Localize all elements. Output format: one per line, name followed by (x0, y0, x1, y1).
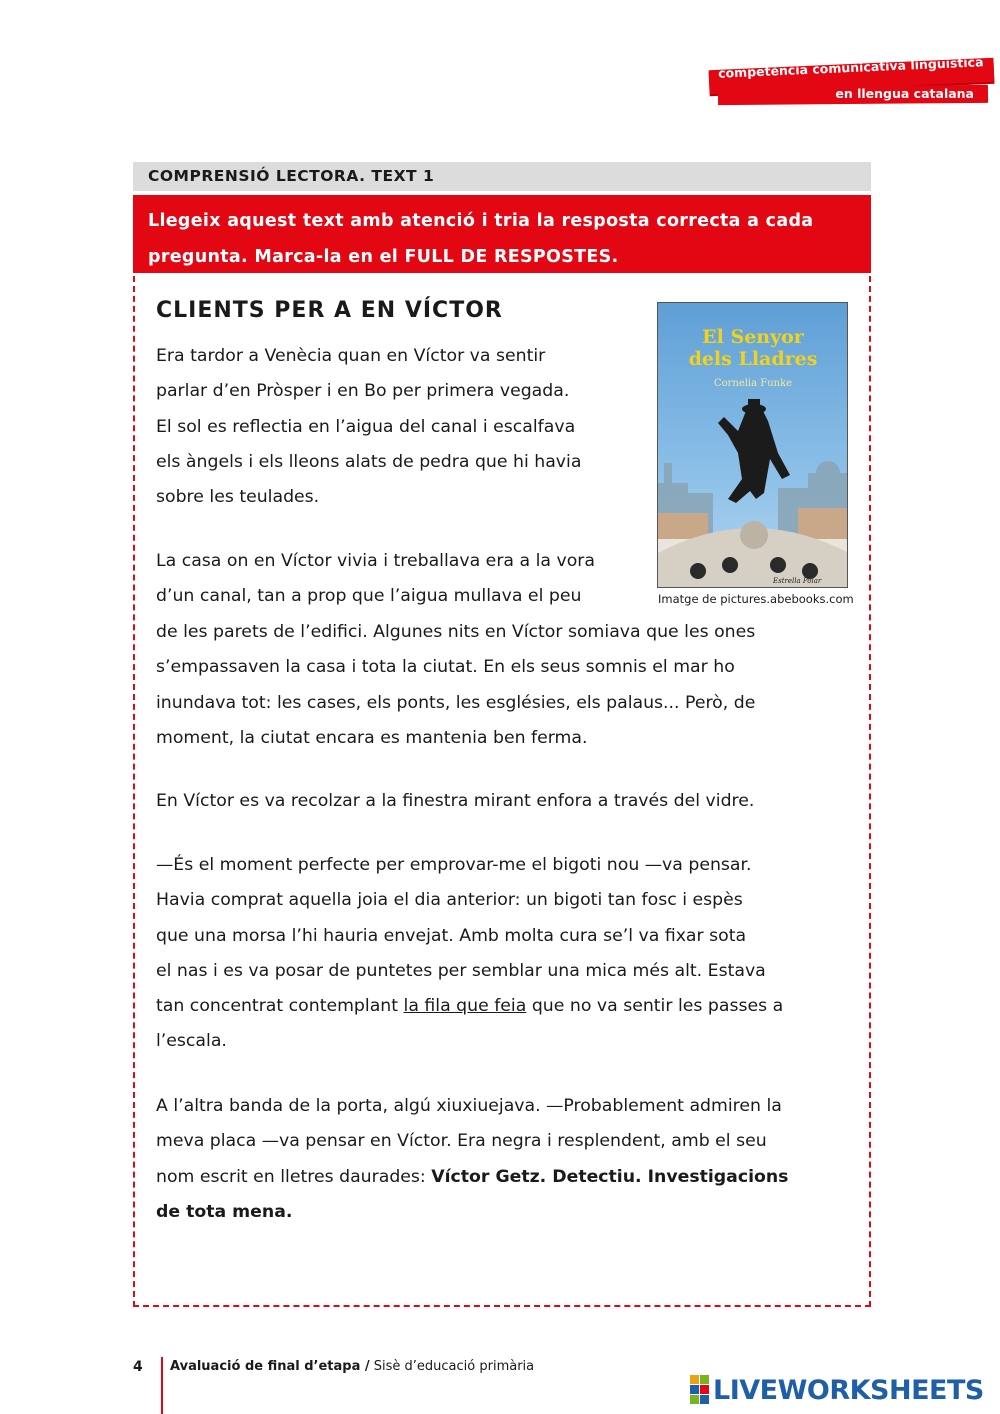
ribbon-line2: en llengua catalana (835, 86, 974, 101)
book-publisher: Estrella Polar (773, 577, 822, 585)
paragraph-5: A l’altra banda de la porta, algú xiuxiuejava. —Probablement admiren la meva placa —va pensar en Víctor. Era negra i resplendent, amb el seu nom escrit en lletres daurades: Víctor Getz. Detectiu. Investigacions de tota mena. (156, 1096, 789, 1222)
footer-title: Avaluació de final d’etapa / Sisè d’educació primària (170, 1359, 535, 1374)
paragraph-3: En Víctor es va recolzar a la finestra mirant enfora a través del vidre. (156, 791, 755, 811)
book-cover-illustration (658, 303, 848, 588)
section-label: COMPRENSIÓ LECTORA. TEXT 1 (148, 167, 435, 185)
paragraph-1: Era tardor a Venècia quan en Víctor va sentir parlar d’en Pròsper i en Bo per primera vegada. El sol es reflectia en l’aigua del canal i escalfava els àngels i els lleons alats de pedra que hi havia sobre les teulades. (156, 346, 582, 508)
book-title-line2: dels Lladres (688, 348, 818, 370)
section-header (133, 162, 871, 191)
underlined-phrase: la fila que feia (403, 996, 527, 1017)
header-ribbon (700, 54, 1000, 108)
book-title-line1: El Senyor (702, 326, 804, 348)
instruction-line1: Llegeix aquest text amb atenció i tria la resposta correcta a cada (148, 211, 814, 231)
instruction-box (133, 195, 871, 273)
paragraph-2-top: La casa on en Víctor vivia i treballava era a la vora d’un canal, tan a prop que l’aigua mullava el peu (156, 551, 595, 607)
brand-name: LIVEWORKSHEETS (713, 1374, 984, 1406)
paragraph-4: —És el moment perfecte per emprovar-me el bigoti nou —va pensar. Havia comprat aquella joia el dia anterior: un bigoti tan fosc i espès que una morsa l’hi hauria envejat. Amb molta cura se’l va fixar sota el nas i es va posar de puntetes per semblar una mica més alt. Estava tan concentrat contemplant la fila que feia que no va sentir les passes a l’escala. (156, 855, 784, 1052)
liveworksheets-logo[interactable] (690, 1372, 984, 1408)
instruction-line2: pregunta. Marca-la en el FULL DE RESPOSTES. (148, 247, 619, 267)
placa-text: Víctor Getz. Detectiu. Investigacions (431, 1166, 789, 1187)
paragraph-2-bottom: de les parets de l’edifici. Algunes nits en Víctor somiava que les ones s’empassaven la casa i tota la ciutat. En els seus somnis el mar ho inundava tot: les cases, els ponts, les esglésies, els palaus... Però, de moment, la ciutat encara es mantenia ben ferma. (156, 622, 756, 748)
story-title: CLIENTS PER A EN VÍCTOR (156, 298, 503, 323)
logo-cubes-icon (690, 1375, 710, 1405)
image-caption: Imatge de pictures.abebooks.com (658, 592, 854, 606)
book-author: Cornelia Funke (713, 378, 793, 389)
book-cover-image (657, 302, 848, 588)
page-number: 4 (133, 1359, 143, 1375)
footer-divider (161, 1357, 163, 1414)
ribbon-line1: competència comunicativa lingüística (718, 54, 985, 81)
